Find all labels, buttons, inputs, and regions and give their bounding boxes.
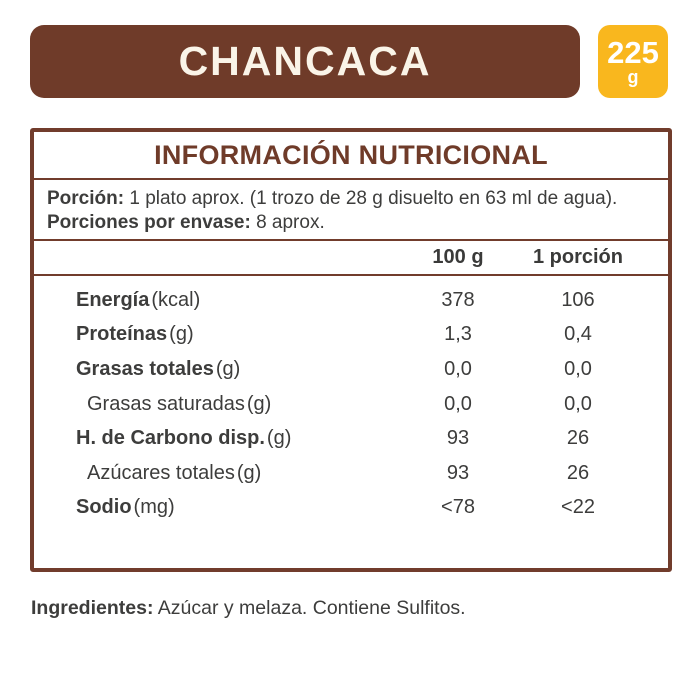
nutrient-table-body	[34, 276, 668, 525]
value-100g: 0,0	[444, 392, 472, 415]
value-100g: <78	[441, 496, 475, 519]
value-portion: 0,0	[564, 392, 592, 415]
ingredients-label: Ingredientes:	[31, 597, 154, 619]
value-100g: 93	[446, 427, 470, 450]
value-100g: 378	[441, 288, 475, 311]
weight-unit: g	[627, 66, 639, 87]
nutrient-name: H. de Carbono disp.	[76, 427, 265, 450]
weight-value: 225	[607, 34, 659, 70]
servings-per-pack-label: Porciones por envase:	[47, 212, 251, 233]
table-row	[34, 491, 668, 526]
nutrient-unit: (g)	[236, 461, 262, 484]
ingredients-line	[31, 597, 466, 620]
value-portion: 26	[566, 427, 590, 450]
value-100g: 93	[446, 461, 470, 484]
value-portion: 26	[566, 461, 590, 484]
nutrient-name: Sodio	[76, 496, 132, 519]
nutrient-unit: (mg)	[133, 496, 175, 519]
serving-size-label: Porción:	[47, 188, 125, 209]
servings-per-pack-text: 8 aprox.	[256, 212, 325, 233]
nutrient-label	[76, 323, 398, 346]
nutrient-unit: (kcal)	[151, 288, 201, 311]
nutrient-name: Azúcares totales	[87, 461, 235, 484]
nutrient-name: Grasas saturadas	[87, 392, 245, 415]
table-row	[34, 318, 668, 353]
nutrient-label	[76, 358, 398, 381]
nutrient-unit: (g)	[266, 427, 292, 450]
column-header-100g: 100 g	[432, 246, 484, 268]
table-row	[34, 421, 668, 456]
serving-info	[34, 180, 668, 241]
value-100g: 0,0	[444, 357, 472, 380]
nutrient-unit: (g)	[169, 323, 194, 346]
table-row	[34, 387, 668, 422]
table-row	[34, 456, 668, 491]
serving-size-line	[47, 187, 655, 211]
nutrient-unit: (g)	[215, 357, 241, 380]
nutrient-label	[76, 496, 398, 519]
nutrient-label	[76, 393, 398, 416]
servings-per-pack-line	[47, 211, 655, 235]
value-portion: 0,0	[564, 357, 592, 380]
product-banner	[30, 25, 580, 98]
ingredients-text: Azúcar y melaza. Contiene Sulfitos.	[157, 597, 466, 619]
nutrient-name: Proteínas	[76, 323, 168, 346]
weight-badge	[598, 25, 668, 98]
serving-size-text: 1 plato aprox. (1 trozo de 28 g disuelto en 63 ml de agua).	[129, 188, 618, 209]
table-row	[34, 283, 668, 318]
value-portion: <22	[561, 496, 595, 519]
nutrition-panel-title: INFORMACIÓN NUTRICIONAL	[34, 132, 668, 180]
product-name: CHANCACA	[178, 38, 432, 84]
nutrition-panel	[30, 128, 672, 572]
nutrient-label	[76, 289, 398, 312]
table-row	[34, 352, 668, 387]
nutrient-unit: (g)	[246, 392, 272, 415]
nutrient-label	[76, 427, 398, 450]
table-header-row	[34, 241, 668, 276]
nutrient-label	[76, 462, 398, 485]
nutrient-name: Grasas totales	[76, 357, 214, 380]
nutrient-name: Energía	[76, 288, 150, 311]
value-portion: 0,4	[564, 323, 592, 346]
value-portion: 106	[561, 288, 595, 311]
column-header-portion: 1 porción	[532, 246, 623, 268]
value-100g: 1,3	[444, 323, 472, 346]
